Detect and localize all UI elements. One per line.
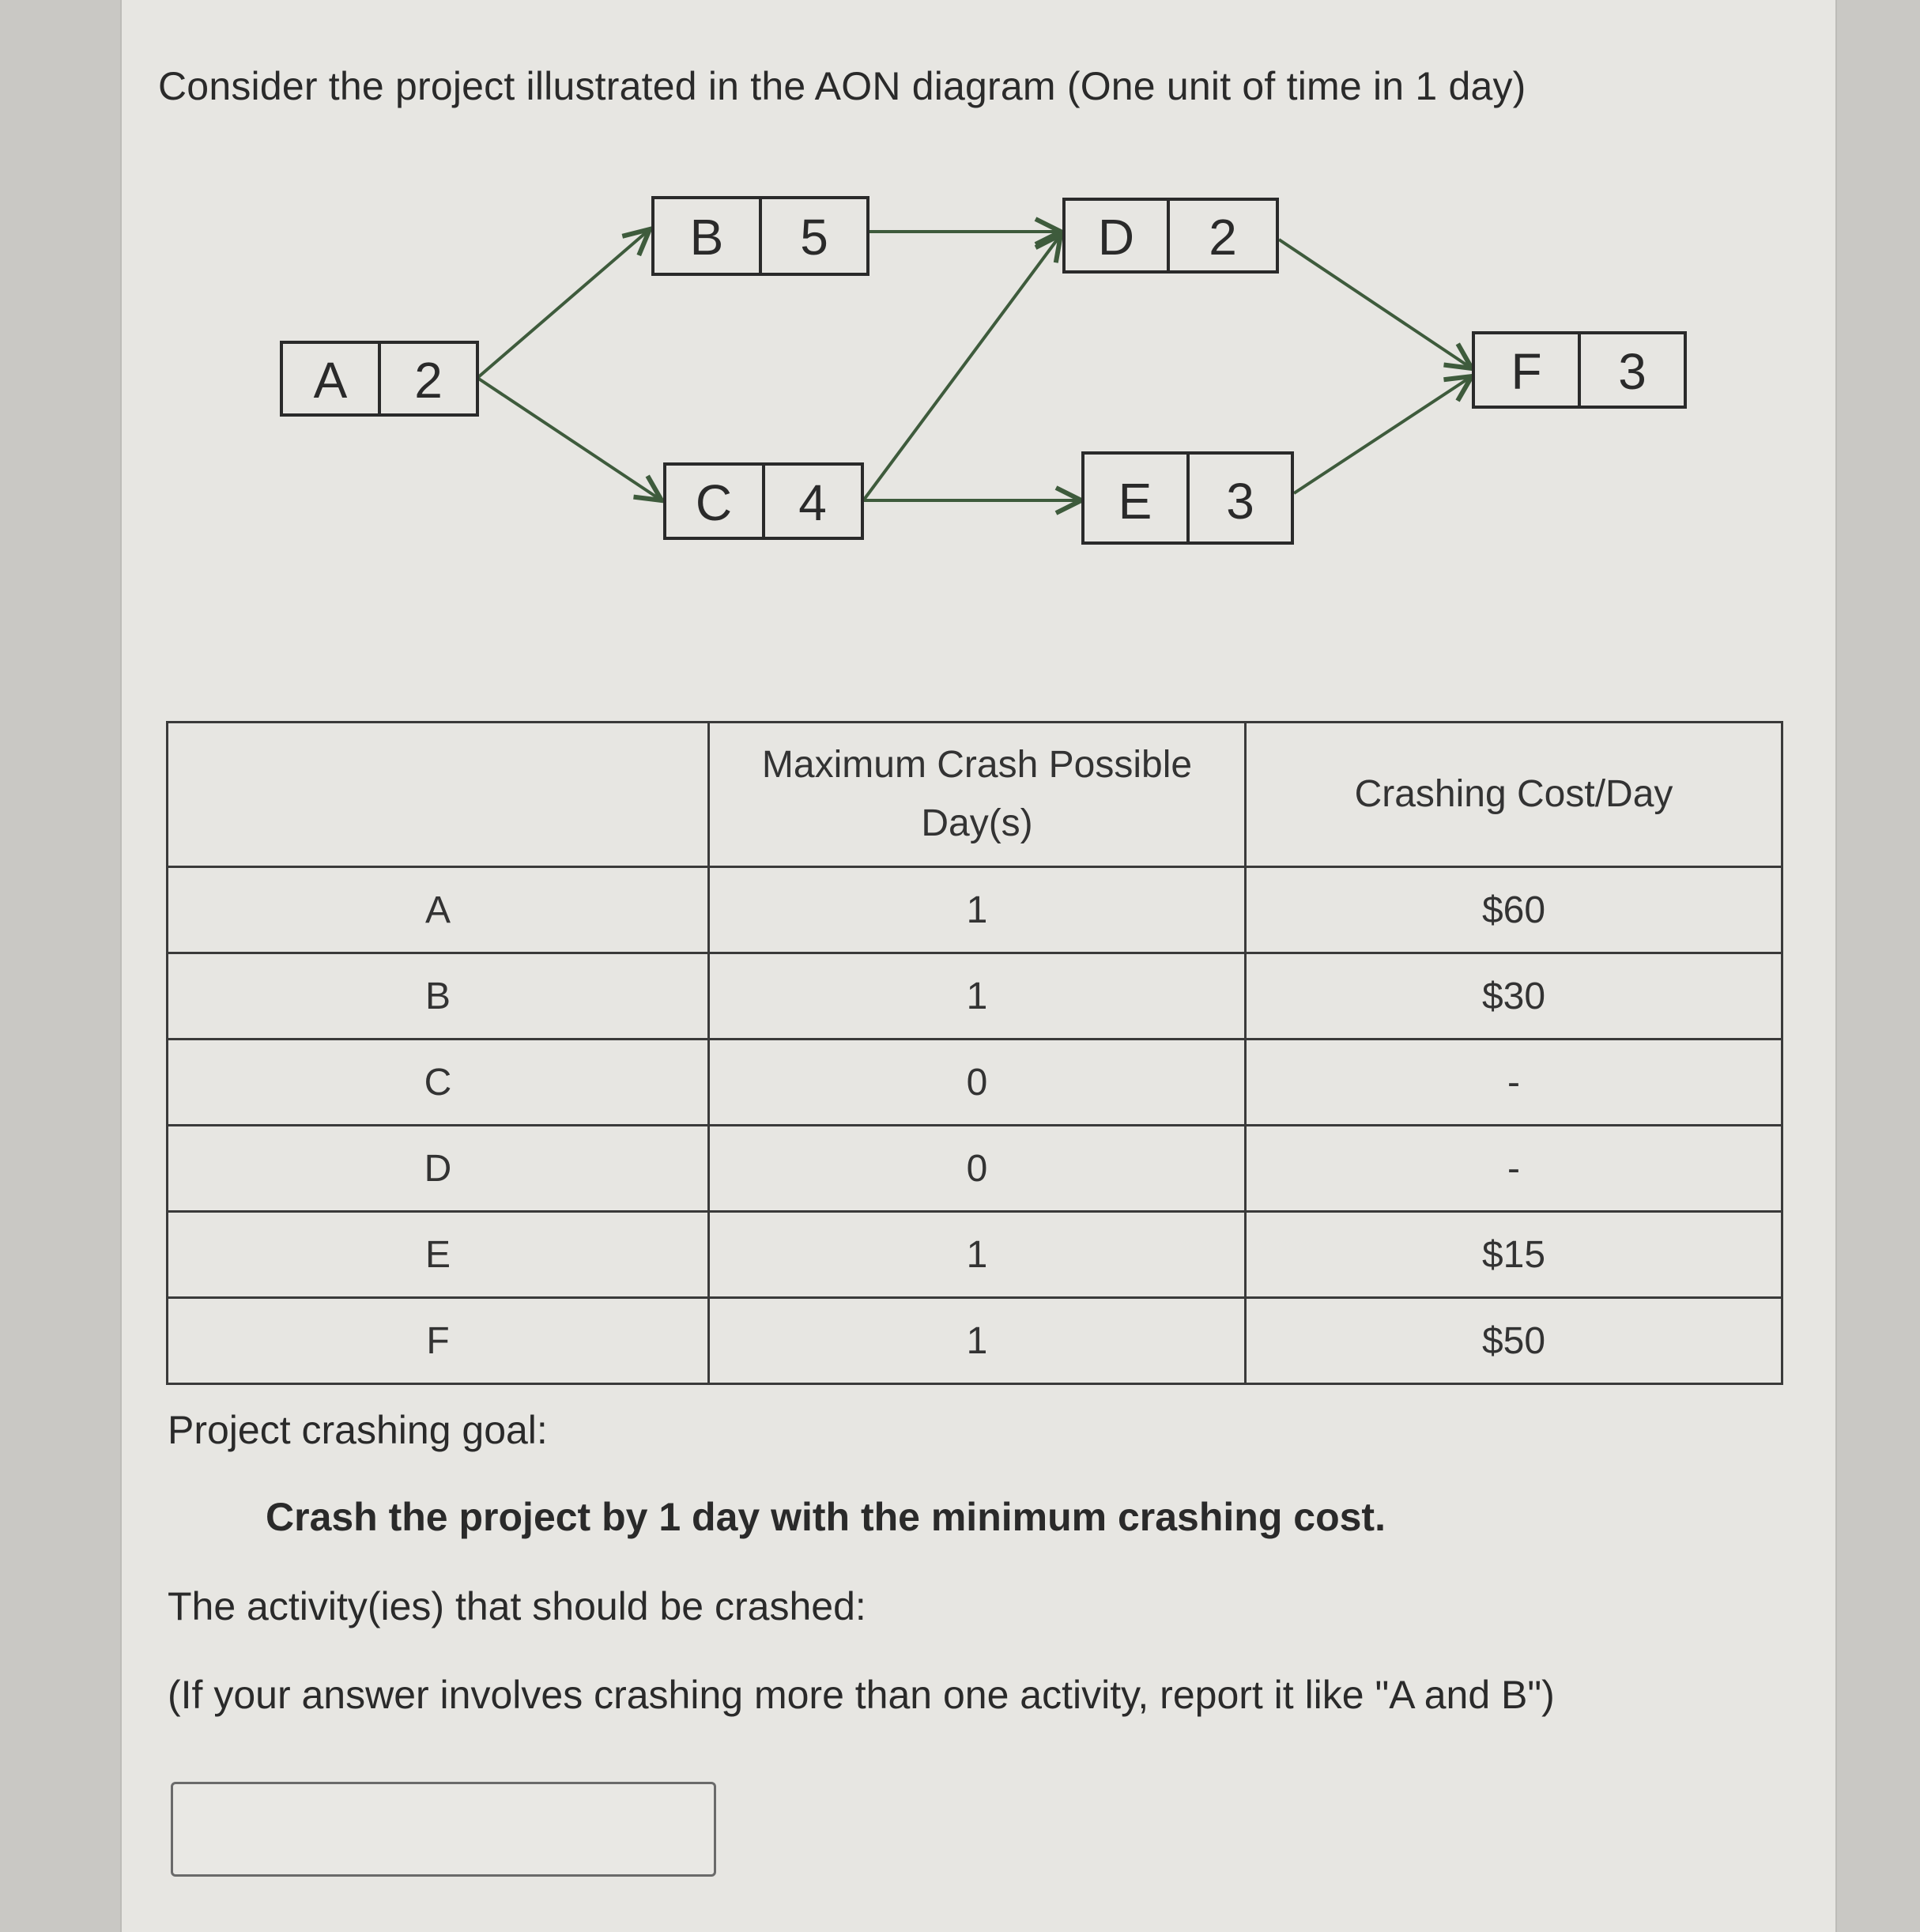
node-b (653, 198, 868, 274)
node-e-duration: 3 (1226, 473, 1254, 530)
table-header-row (168, 723, 1782, 867)
node-b-duration: 5 (800, 209, 828, 266)
cell-max-crash: 1 (709, 867, 1246, 953)
table-row (168, 953, 1782, 1040)
node-d-duration: 2 (1209, 209, 1237, 266)
cell-max-crash: 1 (709, 1212, 1246, 1298)
node-e (1083, 453, 1292, 543)
cell-max-crash: 0 (709, 1126, 1246, 1212)
cell-cost: $30 (1246, 953, 1782, 1040)
node-c-label: C (695, 474, 733, 531)
node-f (1473, 333, 1685, 407)
cell-activity: C (168, 1040, 709, 1126)
node-a-duration: 2 (414, 352, 443, 409)
node-f-duration: 3 (1618, 343, 1647, 400)
cell-max-crash: 0 (709, 1040, 1246, 1126)
instruction-text: (If your answer involves crashing more than one activity, report it like "A and B") (168, 1673, 1555, 1717)
cell-cost: - (1246, 1040, 1782, 1126)
cell-activity: F (168, 1298, 709, 1384)
aon-diagram (0, 0, 1920, 711)
table-row (168, 1212, 1782, 1298)
node-a (281, 342, 477, 415)
cell-cost: $60 (1246, 867, 1782, 953)
cell-max-crash: 1 (709, 953, 1246, 1040)
cell-max-crash: 1 (709, 1298, 1246, 1384)
header-cost: Crashing Cost/Day (1246, 723, 1782, 867)
node-d (1064, 199, 1277, 272)
node-c-duration: 4 (798, 474, 827, 531)
node-c (665, 464, 862, 538)
goal-label: Project crashing goal: (168, 1408, 548, 1452)
node-b-label: B (689, 209, 724, 266)
arrow-a-b (477, 229, 650, 378)
cell-activity: A (168, 867, 709, 953)
node-a-label: A (313, 352, 348, 409)
cell-activity: B (168, 953, 709, 1040)
arrow-e-f (1294, 376, 1472, 493)
node-f-label: F (1511, 343, 1542, 400)
answer-input[interactable] (171, 1782, 716, 1877)
table-row (168, 1298, 1782, 1384)
question-text: Consider the project illustrated in the AON diagram (One unit of time in 1 day) (158, 64, 1526, 108)
header-activity (168, 723, 709, 867)
crash-table (166, 721, 1783, 1385)
table-row (168, 1040, 1782, 1126)
node-d-label: D (1097, 209, 1135, 266)
arrow-d-f (1279, 240, 1472, 368)
table-row (168, 867, 1782, 953)
node-e-label: E (1118, 473, 1152, 530)
cell-cost: - (1246, 1126, 1782, 1212)
cell-cost: $50 (1246, 1298, 1782, 1384)
goal-text: Crash the project by 1 day with the minimum crashing cost. (266, 1495, 1386, 1539)
table-row (168, 1126, 1782, 1212)
activities-label: The activity(ies) that should be crashed: (168, 1584, 866, 1628)
arrow-c-d (864, 235, 1061, 500)
arrow-a-c (477, 378, 662, 500)
cell-activity: E (168, 1212, 709, 1298)
cell-activity: D (168, 1126, 709, 1212)
header-max-crash: Maximum Crash Possible Day(s) (709, 723, 1246, 867)
cell-cost: $15 (1246, 1212, 1782, 1298)
